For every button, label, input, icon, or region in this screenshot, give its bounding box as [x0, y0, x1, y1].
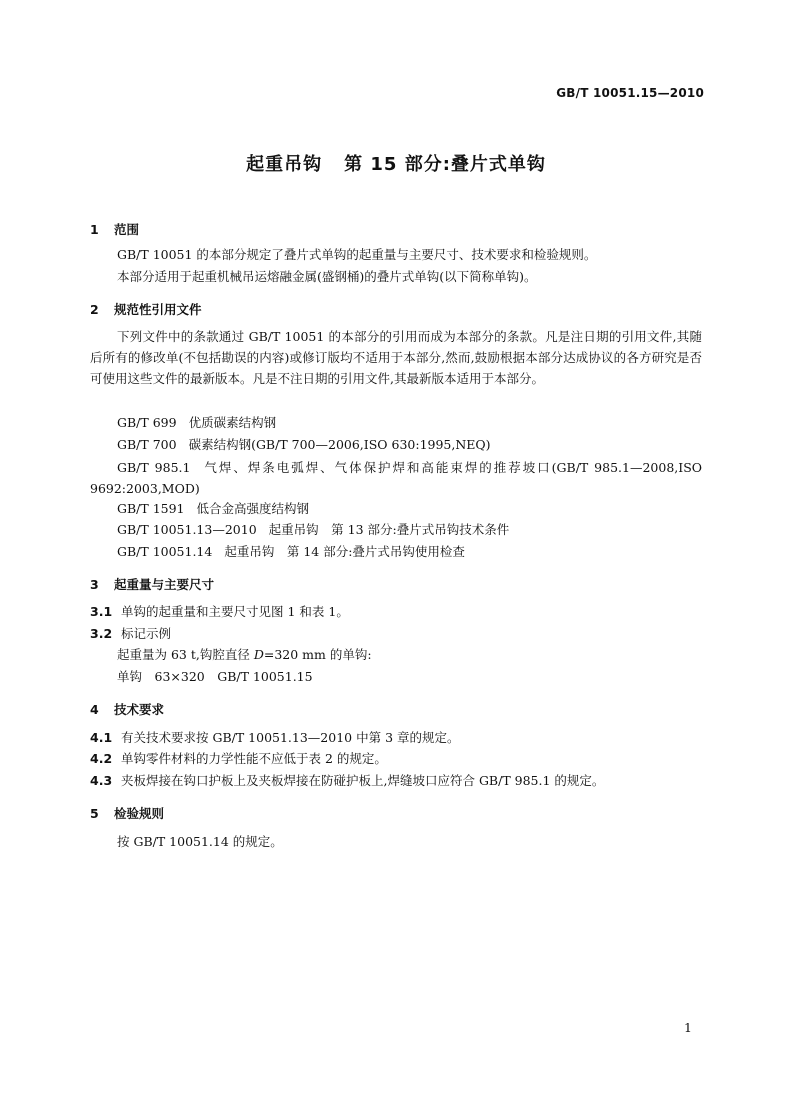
section-number: 2: [90, 302, 99, 317]
scope-paragraph-2: 本部分适用于起重机械吊运熔融金属(盛钢桶)的叠片式单钩(以下简称单钩)。: [117, 269, 537, 284]
section-number: 5: [90, 806, 99, 821]
example-text: 起重量为 63 t,钩腔直径: [117, 647, 254, 662]
reference-title: 碳素结构钢(GB/T 700—2006,ISO 630:1995,NEQ): [188, 437, 491, 452]
section-title: 检验规则: [114, 806, 165, 821]
reference-title: 低合金高强度结构钢: [196, 501, 310, 516]
reference-code: GB/T 699: [117, 415, 177, 430]
document-title: [0, 150, 792, 176]
section-4-heading: [90, 700, 164, 718]
reference-item: [90, 457, 702, 499]
reference-code: GB/T 1591: [117, 501, 185, 516]
clause-4-1: [90, 728, 460, 748]
clause-number: 4.2: [90, 751, 113, 766]
section-5-heading: [90, 804, 164, 822]
clause-number: 4.1: [90, 730, 113, 745]
clause-4-2: [90, 749, 387, 769]
section-title: 规范性引用文件: [114, 302, 202, 317]
reference-item: [117, 413, 276, 433]
normative-references-intro: 下列文件中的条款通过 GB/T 10051 的本部分的引用而成为本部分的条款。凡是注日期的引用文件,其随后所有的修改单(不包括勘误的内容)或修订版均不适用于本部分,然而,鼓励根据本部分达成协议的各方研究是否可使用这些文件的最新版本。凡是不注日期的引用文件,其最新版本适用于本部分。: [90, 329, 702, 386]
clause-text: 有关技术要求按 GB/T 10051.13—2010 中第 3 章的规定。: [121, 730, 460, 745]
example-text: =320 mm 的单钩:: [263, 647, 372, 662]
scope-paragraph-1: GB/T 10051 的本部分规定了叠片式单钩的起重量与主要尺寸、技术要求和检验规则。: [117, 247, 597, 262]
reference-title: 起重吊钩 第 14 部分:叠片式吊钩使用检查: [224, 544, 465, 559]
section-number: 3: [90, 577, 99, 592]
clause-3-1: [90, 602, 349, 622]
section-3-heading: [90, 575, 214, 593]
title-main: 起重吊钩: [246, 154, 323, 175]
inspection-rules-text: 按 GB/T 10051.14 的规定。: [117, 834, 283, 849]
clause-number: 3.1: [90, 604, 113, 619]
clause-text: 单钩零件材料的力学性能不应低于表 2 的规定。: [121, 751, 387, 766]
reference-item: [117, 435, 491, 455]
title-part: 第 15 部分:叠片式单钩: [344, 154, 546, 175]
reference-title: 起重吊钩 第 13 部分:叠片式吊钩技术条件: [268, 522, 510, 537]
reference-title: 气焊、焊条电弧焊、气体保护焊和高能束焊的推荐坡口(GB/T 985.1—2008,ISO 9692:2003,MOD): [90, 460, 703, 496]
standard-code: GB/T 10051.15—2010: [556, 86, 704, 100]
clause-text: 夹板焊接在钩口护板上及夹板焊接在防碰护板上,焊缝坡口应符合 GB/T 985.1 的规定。: [121, 773, 605, 788]
marking-example-description: [117, 645, 372, 665]
reference-item: [117, 499, 309, 519]
page-number: 1: [684, 1020, 692, 1035]
clause-4-3: [90, 771, 604, 791]
reference-code: GB/T 10051.13—2010: [117, 522, 257, 537]
section-2-heading: [90, 300, 202, 318]
section-title: 范围: [114, 222, 140, 237]
clause-text: 单钩的起重量和主要尺寸见图 1 和表 1。: [121, 604, 349, 619]
example-variable: D: [253, 647, 264, 662]
reference-title: 优质碳素结构钢: [188, 415, 277, 430]
reference-code: GB/T 700: [117, 437, 177, 452]
reference-item: [117, 520, 509, 540]
reference-item: [117, 542, 465, 562]
reference-code: GB/T 10051.14: [117, 544, 213, 559]
section-number: 4: [90, 702, 99, 717]
clause-3-2: [90, 624, 171, 644]
section-title: 技术要求: [114, 702, 165, 717]
marking-example: 单钩 63×320 GB/T 10051.15: [117, 669, 313, 684]
section-title: 起重量与主要尺寸: [114, 577, 215, 592]
section-1-heading: [90, 220, 139, 238]
clause-number: 3.2: [90, 626, 113, 641]
reference-code: GB/T 985.1: [117, 460, 191, 475]
section-number: 1: [90, 222, 99, 237]
clause-number: 4.3: [90, 773, 113, 788]
clause-text: 标记示例: [121, 626, 172, 641]
